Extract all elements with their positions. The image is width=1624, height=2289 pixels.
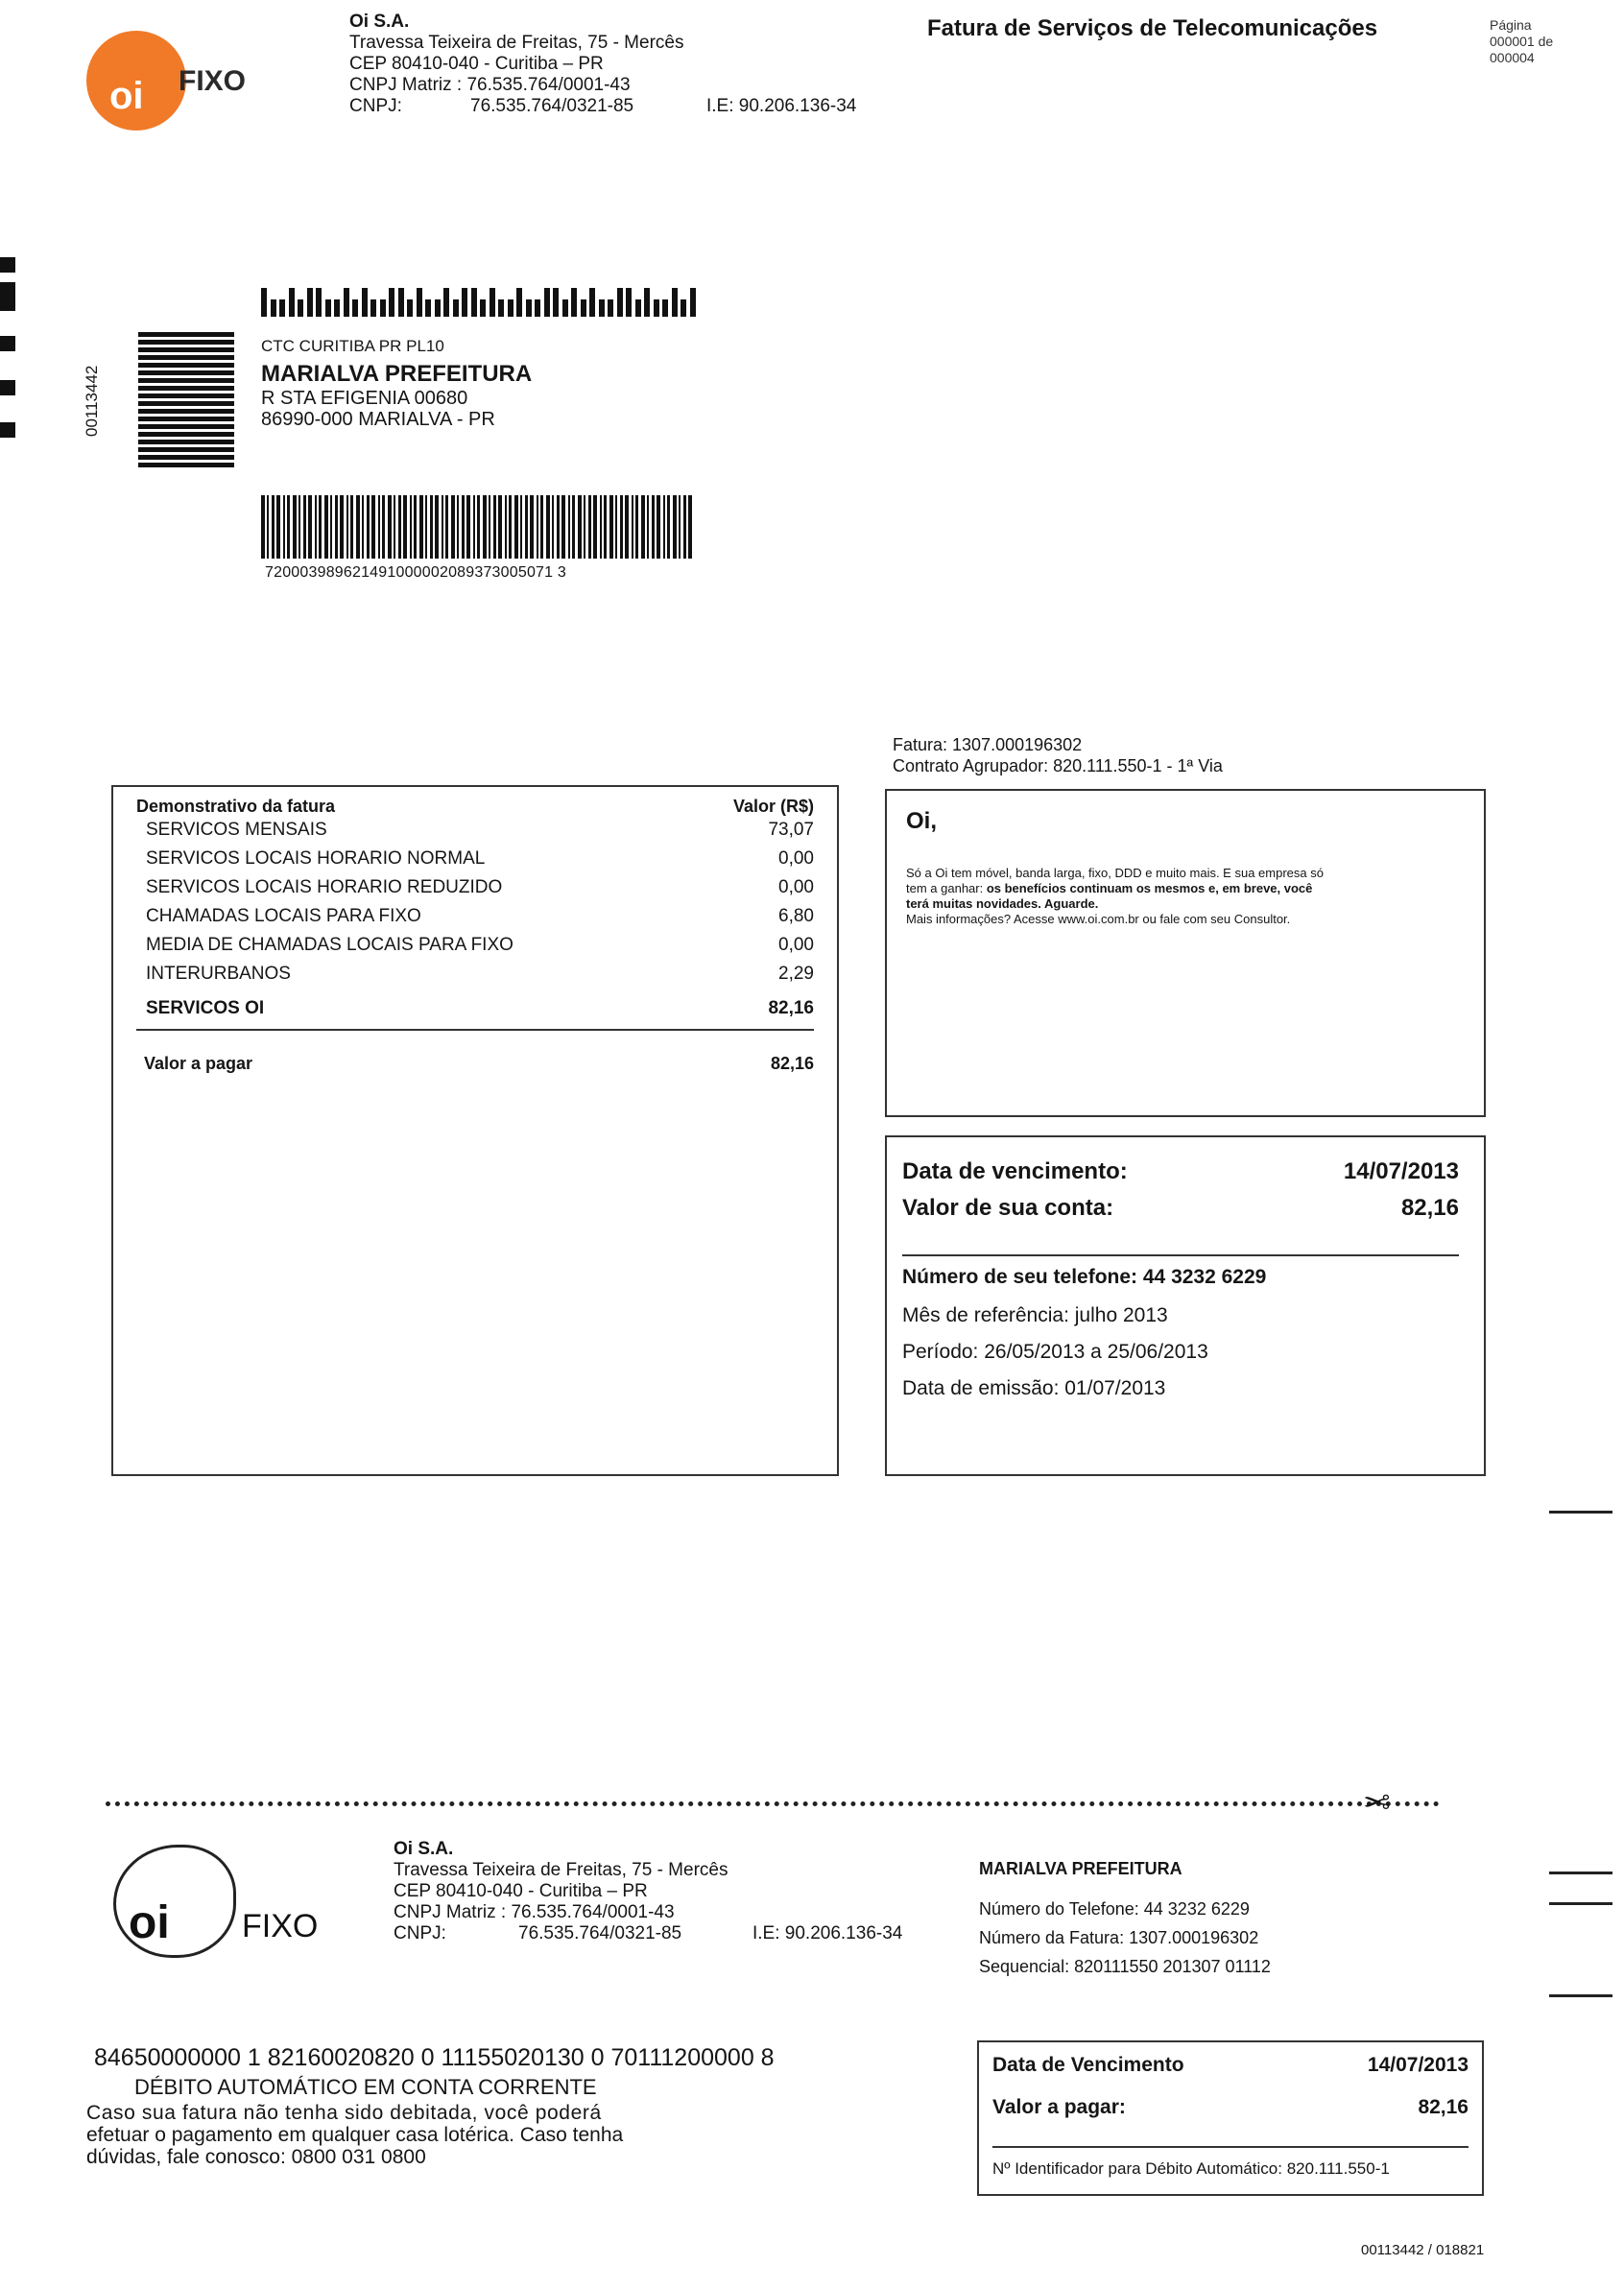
postal-bar [334, 299, 340, 317]
fold-mark [1549, 1902, 1612, 1905]
postal-bar [289, 288, 295, 317]
barcode-bar [588, 495, 591, 559]
postal-bar [453, 299, 459, 317]
company-header [349, 12, 857, 117]
statement-row-value: 0,00 [778, 877, 814, 897]
barcode-bar [632, 495, 633, 559]
total-label: Valor a pagar [144, 1054, 253, 1073]
statement-row [113, 820, 837, 848]
postal-bar [672, 288, 678, 317]
postal-bar [298, 299, 303, 317]
message-line-3: terá muitas novidades. Aguarde. [906, 896, 1099, 911]
barcode-bar [477, 495, 480, 559]
statement-row [113, 848, 837, 877]
stub-state-registration: I.E: 90.206.136-34 [752, 1923, 903, 1943]
barcode-bar [483, 495, 487, 559]
message-body [906, 866, 1472, 927]
postal-bar [261, 288, 267, 317]
barcode-bar [308, 495, 312, 559]
barcode-bar [340, 495, 344, 559]
barcode-bar [578, 495, 582, 559]
statement-row-label: SERVICOS LOCAIS HORARIO NORMAL [146, 848, 486, 869]
recipient-city: 86990-000 MARIALVA - PR [261, 409, 495, 430]
barcode-bar [505, 495, 507, 559]
stub-company-address: Travessa Teixeira de Freitas, 75 - Mercês [394, 1860, 728, 1880]
postal-bar [498, 299, 504, 317]
stub-company-cep: CEP 80410-040 - Curitiba – PR [394, 1881, 648, 1901]
message-greeting: Oi, [906, 808, 938, 834]
registration-mark [0, 380, 15, 395]
stub-due-box [977, 2040, 1484, 2196]
statement-subtotal [113, 998, 837, 1027]
billing-period: Período: 26/05/2013 a 25/06/2013 [902, 1341, 1208, 1363]
value-header: Valor (R$) [732, 797, 814, 816]
barcode-bar [520, 495, 522, 559]
barcode-bar [451, 495, 455, 559]
statement-row [113, 877, 837, 906]
barcode-bar [346, 495, 348, 559]
statement-row-label: SERVICOS MENSAIS [146, 820, 327, 840]
barcode-bar [303, 495, 306, 559]
message-box [885, 789, 1486, 1117]
message-line-4: Mais informações? Acesse www.oi.com.br ou fale com seu Consultor. [906, 912, 1291, 926]
barcode-bar [688, 495, 692, 559]
postal-bar [480, 299, 486, 317]
summary-divider [902, 1254, 1459, 1256]
company-cep: CEP 80410-040 - Curitiba – PR [349, 54, 604, 74]
postal-bar [279, 299, 285, 317]
barcode-bar [609, 495, 613, 559]
stub-cnpj-value: 76.535.764/0321-85 [518, 1923, 682, 1943]
registration-mark [0, 257, 15, 273]
postal-bar [490, 288, 495, 317]
postal-bar [608, 299, 613, 317]
stub-cnpj-label: CNPJ: [394, 1923, 446, 1943]
barcode-bar [410, 495, 412, 559]
barcode-bar [388, 495, 392, 559]
ctc-line: CTC CURITIBA PR PL10 [261, 337, 444, 355]
barcode-bar [299, 495, 300, 559]
state-registration: I.E: 90.206.136-34 [706, 96, 857, 116]
registration-mark [0, 422, 15, 438]
emission-date: Data de emissão: 01/07/2013 [902, 1377, 1166, 1399]
postal-bar [589, 288, 595, 317]
postal-bar [316, 288, 322, 317]
barcode-bar [398, 495, 401, 559]
postal-bar [325, 299, 331, 317]
document-title: Fatura de Serviços de Telecomunicações [927, 15, 1378, 41]
barcode-bar [540, 495, 543, 559]
barcode-bar [371, 495, 375, 559]
subtotal-value: 82,16 [768, 998, 814, 1018]
postal-bar [516, 288, 522, 317]
cnpj-value: 76.535.764/0321-85 [470, 96, 634, 116]
barcode-bar [350, 495, 353, 559]
barcode-bar [419, 495, 423, 559]
debit-note-line-3: dúvidas, fale conosco: 0800 031 0800 [86, 2146, 426, 2168]
postal-bar [617, 288, 623, 317]
subtotal-label: SERVICOS OI [146, 998, 265, 1018]
cnpj-label: CNPJ: [349, 96, 402, 116]
statement-row-value: 0,00 [778, 935, 814, 955]
recipient-street: R STA EFIGENIA 00680 [261, 388, 468, 409]
postal-bar [581, 299, 586, 317]
stacked-barcode [138, 332, 234, 468]
stub-invoice-number: Número da Fatura: 1307.000196302 [979, 1928, 1259, 1947]
barcode-bar [403, 495, 407, 559]
statement-row [113, 906, 837, 935]
barcode-bar [641, 495, 645, 559]
barcode-bar [546, 495, 550, 559]
postal-bar [307, 288, 313, 317]
postal-code-vertical: 00113442 [83, 365, 101, 437]
phone-number: Número de seu telefone: 44 3232 6229 [902, 1266, 1267, 1288]
barcode-bar [679, 495, 681, 559]
barcode-bar [498, 495, 502, 559]
postal-bar [417, 288, 422, 317]
postal-bar [380, 299, 386, 317]
stub-amount-value: 82,16 [1418, 2096, 1469, 2118]
postal-bar [662, 299, 668, 317]
barcode-bar [635, 495, 638, 559]
postal-bar [425, 299, 431, 317]
barcode-bar [663, 495, 665, 559]
barcode-bar [525, 495, 528, 559]
barcode-bar [673, 495, 677, 559]
barcode-bar [394, 495, 395, 559]
stub-due-value: 14/07/2013 [1367, 2054, 1469, 2076]
amount-value: 82,16 [1400, 1195, 1459, 1221]
logo-oi-text-stub: oi [129, 1897, 170, 1948]
recipient-block [261, 336, 532, 430]
due-date-label: Data de vencimento: [902, 1158, 1128, 1184]
barcode-bar [466, 495, 470, 559]
barcode-bar [430, 495, 433, 559]
barcode-bar [473, 495, 475, 559]
postal-bar [271, 299, 276, 317]
message-line-1: Só a Oi tem móvel, banda larga, fixo, DDD e muito mais. E sua empresa só [906, 866, 1324, 880]
barcode-bar [557, 495, 560, 559]
barcode-bar [657, 495, 660, 559]
barcode-bar [414, 495, 417, 559]
debit-title: DÉBITO AUTOMÁTICO EM CONTA CORRENTE [134, 2075, 597, 2099]
stub-divider [992, 2146, 1469, 2148]
barcode-bar [584, 495, 585, 559]
barcode-bar [261, 495, 265, 559]
stub-due-label: Data de Vencimento [992, 2054, 1184, 2076]
logo-fixo-text-stub: FIXO [242, 1908, 319, 1944]
postal-bar [435, 299, 441, 317]
postal-bar [352, 299, 358, 317]
postal-bar [389, 288, 394, 317]
debit-identifier: Nº Identificador para Débito Automático: 820.111.550-1 [992, 2159, 1390, 2178]
postal-bar [553, 288, 559, 317]
registration-mark [0, 336, 15, 351]
barcode-bar [683, 495, 686, 559]
barcode-bar [378, 495, 380, 559]
barcode-bar [330, 495, 332, 559]
statement-row [113, 935, 837, 964]
statement-row-value: 73,07 [768, 820, 814, 840]
postal-bar [681, 299, 686, 317]
barcode-bar [287, 495, 290, 559]
barcode-bar [319, 495, 322, 559]
statement-divider [136, 1029, 814, 1031]
barcode-bar [445, 495, 448, 559]
barcode-bar [272, 495, 275, 559]
contract-number: Contrato Agrupador: 820.111.550-1 - 1ª Via [893, 756, 1223, 775]
recipient-name: MARIALVA PREFEITURA [261, 361, 533, 387]
due-date-value: 14/07/2013 [1343, 1158, 1459, 1184]
postal-bar [544, 288, 550, 317]
debit-note [86, 2102, 623, 2168]
fold-mark [1549, 1511, 1612, 1514]
statement-row-label: MEDIA DE CHAMADAS LOCAIS PARA FIXO [146, 935, 513, 955]
barcode-bar [462, 495, 465, 559]
barcode-bar [442, 495, 443, 559]
registration-mark [0, 282, 15, 311]
postal-bar [571, 288, 577, 317]
barcode-bar [604, 495, 607, 559]
barcode-bar [615, 495, 617, 559]
statement-row-label: CHAMADAS LOCAIS PARA FIXO [146, 906, 421, 926]
barcode-bar [514, 495, 518, 559]
postal-bar [443, 288, 449, 317]
postal-barcode [261, 288, 693, 319]
message-line-2b: os benefícios continuam os mesmos e, em breve, você [986, 881, 1313, 895]
postal-bar [344, 288, 349, 317]
barcode-bar [572, 495, 575, 559]
postal-bar [526, 299, 532, 317]
barcode-bar [324, 495, 328, 559]
barcode-number: 720003989621491000002089373005071 3 [265, 564, 566, 581]
barcode-bar [335, 495, 338, 559]
barcode-bar [276, 495, 280, 559]
company-address: Travessa Teixeira de Freitas, 75 - Mercês [349, 33, 684, 53]
barcode-bar [315, 495, 317, 559]
scissors-icon: ✂ [1363, 1782, 1391, 1819]
postal-bar [599, 299, 605, 317]
postal-bar [626, 288, 632, 317]
barcode-graphic [261, 495, 699, 559]
postal-bar [690, 288, 696, 317]
barcode-bar [530, 495, 534, 559]
company-cnpj-matriz: CNPJ Matriz : 76.535.764/0001-43 [349, 75, 631, 95]
postal-bar [535, 299, 540, 317]
page-label: Página [1490, 17, 1532, 33]
stub-sequencial: Sequencial: 820111550 201307 01112 [979, 1957, 1271, 1976]
page-indicator [1490, 17, 1553, 66]
page-total: 000004 [1490, 50, 1535, 65]
barcode-bar [667, 495, 670, 559]
statement-row-label: SERVICOS LOCAIS HORARIO REDUZIDO [146, 877, 503, 897]
invoice-statement-box [111, 785, 839, 1476]
barcode-bar [620, 495, 623, 559]
invoice-references [893, 734, 1223, 776]
barcode-bar [362, 495, 364, 559]
mail-barcode [261, 495, 699, 559]
statement-row-label: INTERURBANOS [146, 964, 291, 984]
barcode-bar [293, 495, 297, 559]
reference-month: Mês de referência: julho 2013 [902, 1304, 1168, 1326]
company-name: Oi S.A. [349, 12, 410, 32]
barcode-bar [537, 495, 538, 559]
stub-client-name: MARIALVA PREFEITURA [979, 1859, 1182, 1878]
barcode-bar [509, 495, 512, 559]
postal-bar [562, 299, 568, 317]
barcode-bar [435, 495, 439, 559]
barcode-bar [425, 495, 427, 559]
statement-row-value: 6,80 [778, 906, 814, 926]
page-number: 000001 de [1490, 34, 1554, 49]
postal-bar [508, 299, 513, 317]
stub-amount-label: Valor a pagar: [992, 2096, 1126, 2118]
postal-bar [407, 299, 413, 317]
postal-bar [471, 288, 477, 317]
barcode-bar [561, 495, 565, 559]
barcode-bar [382, 495, 385, 559]
logo-fixo-text: FIXO [179, 65, 247, 97]
barcode-bar [568, 495, 570, 559]
postal-bar [370, 299, 376, 317]
total-value: 82,16 [770, 1054, 814, 1073]
stub-phone-number: Número do Telefone: 44 3232 6229 [979, 1899, 1250, 1919]
logo-oi-text: oi [109, 75, 144, 117]
barcode-bar [625, 495, 629, 559]
barcode-bar [367, 495, 370, 559]
postal-bar [635, 299, 641, 317]
barcode-bar [489, 495, 490, 559]
barcode-bar [552, 495, 554, 559]
amount-label: Valor de sua conta: [902, 1195, 1114, 1221]
barcode-bar [267, 495, 269, 559]
barcode-bar [457, 495, 459, 559]
barcode-bar [647, 495, 649, 559]
fold-mark [1549, 1994, 1612, 1997]
statement-row-value: 0,00 [778, 848, 814, 869]
cut-line [106, 1801, 1440, 1806]
stub-company-name: Oi S.A. [394, 1839, 454, 1859]
message-line-2a: tem a ganhar: [906, 881, 987, 895]
stub-cnpj-matriz: CNPJ Matriz : 76.535.764/0001-43 [394, 1902, 675, 1922]
debit-note-line-1: Caso sua fatura não tenha sido debitada, você poderá [86, 2102, 602, 2124]
barcode-bar [493, 495, 496, 559]
postal-bar [654, 299, 659, 317]
document-reference: 00113442 / 018821 [1361, 2242, 1485, 2258]
barcode-bar [652, 495, 655, 559]
barcode-bar [283, 495, 285, 559]
statement-row-value: 2,29 [778, 964, 814, 984]
statement-row [113, 964, 837, 992]
postal-bar [398, 288, 404, 317]
postal-bar [462, 288, 467, 317]
barcode-bar [600, 495, 602, 559]
stub-company-header [394, 1839, 903, 1944]
stub-client-info [979, 1854, 1271, 1981]
postal-bar [362, 288, 368, 317]
digitable-line: 84650000000 1 82160020820 0 11155020130 0 70111200000 8 [94, 2044, 775, 2071]
summary-box [885, 1135, 1486, 1476]
barcode-bar [593, 495, 597, 559]
barcode-bar [356, 495, 360, 559]
statement-title: Demonstrativo da fatura [136, 797, 336, 816]
postal-bar [644, 288, 650, 317]
fold-mark [1549, 1872, 1612, 1874]
statement-total [113, 1054, 837, 1083]
debit-note-line-2: efetuar o pagamento em qualquer casa lotérica. Caso tenha [86, 2124, 624, 2146]
invoice-number: Fatura: 1307.000196302 [893, 735, 1083, 754]
